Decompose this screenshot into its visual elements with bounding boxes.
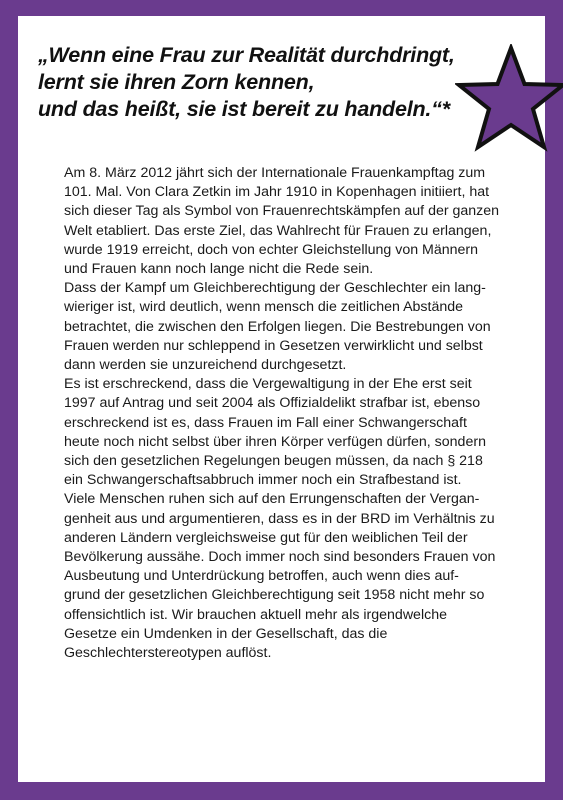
body-line: Geschlechterstereotypen auflöst. xyxy=(64,645,272,662)
body-line: genheit aus und argumentieren, dass es in der BRD im Verhältnis zu xyxy=(64,510,495,527)
body-line: Viele Menschen ruhen sich auf den Errungenschaften der Vergan- xyxy=(64,491,480,508)
body-line: grund der gesetzlichen Gleichberechtigung seit 1958 nicht mehr so xyxy=(64,587,485,604)
body-line: heute noch nicht selbst über ihren Körper verfügen dürfen, sondern xyxy=(64,433,486,450)
body-line: wurde 1919 erreicht, doch von echter Gleichstellung von Männern xyxy=(64,241,479,258)
body-line: wieriger ist, wird deutlich, wenn mensch die zeitlichen Abstände xyxy=(64,299,464,316)
body-line: Dass der Kampf um Gleichberechtigung der Geschlechter ein lang- xyxy=(64,280,486,297)
body-line: sich den gesetzlichen Regelungen beugen müssen, da nach § 218 xyxy=(64,453,483,470)
quote-line: und das heißt, sie ist bereit zu handeln.“* xyxy=(38,97,450,121)
body-line: erschreckend ist es, dass Frauen im Fall einer Schwangerschaft xyxy=(64,414,467,431)
body-line: Gesetze ein Umdenken in der Gesellschaft, das die xyxy=(64,625,388,642)
body-line: sich dieser Tag als Symbol von Frauenrechtskämpfen auf der ganzen xyxy=(64,203,500,220)
quote-line: „Wenn eine Frau zur Realität durchdringt, xyxy=(38,43,455,67)
body-line: Bevölkerung aussähe. Doch immer noch sind besonders Frauen von xyxy=(64,549,496,566)
body-line: Frauen werden nur schleppend in Gesetzen verwirklicht und selbst xyxy=(64,337,483,354)
body-line: Es ist erschreckend, dass die Vergewaltigung in der Ehe erst seit xyxy=(64,376,472,393)
body-line: dann werden sie unzureichend durchgesetzt. xyxy=(64,357,347,374)
body-line: offensichtlich ist. Wir brauchen aktuell mehr als irgendwelche xyxy=(64,606,447,623)
star-icon xyxy=(455,44,563,152)
quote-line: lernt sie ihren Zorn kennen, xyxy=(38,70,315,94)
body-text xyxy=(64,164,530,663)
body-line: 101. Mal. Von Clara Zetkin im Jahr 1910 in Kopenhagen initiiert, hat xyxy=(64,184,490,201)
headline-quote xyxy=(38,42,493,123)
body-line: Am 8. März 2012 jährt sich der Internationale Frauenkampftag zum xyxy=(64,165,486,181)
body-line: Ausbeutung und Unterdrückung betroffen, auch wenn dies auf- xyxy=(64,568,459,585)
body-line: anderen Ländern vergleichsweise gut für den weiblichen Teil der xyxy=(64,529,468,546)
flyer-page xyxy=(18,16,545,782)
body-line: Welt etabliert. Das erste Ziel, das Wahlrecht für Frauen zu erlangen, xyxy=(64,222,492,239)
body-line: betrachtet, die zwischen den Erfolgen liegen. Die Bestrebungen von xyxy=(64,318,491,335)
body-line: und Frauen kann noch lange nicht die Rede sein. xyxy=(64,261,374,278)
body-line: 1997 auf Antrag und seit 2004 als Offizialdelikt strafbar ist, ebenso xyxy=(64,395,481,412)
body-line: ein Schwangerschaftsabbruch immer noch ein Strafbestand ist. xyxy=(64,472,462,489)
